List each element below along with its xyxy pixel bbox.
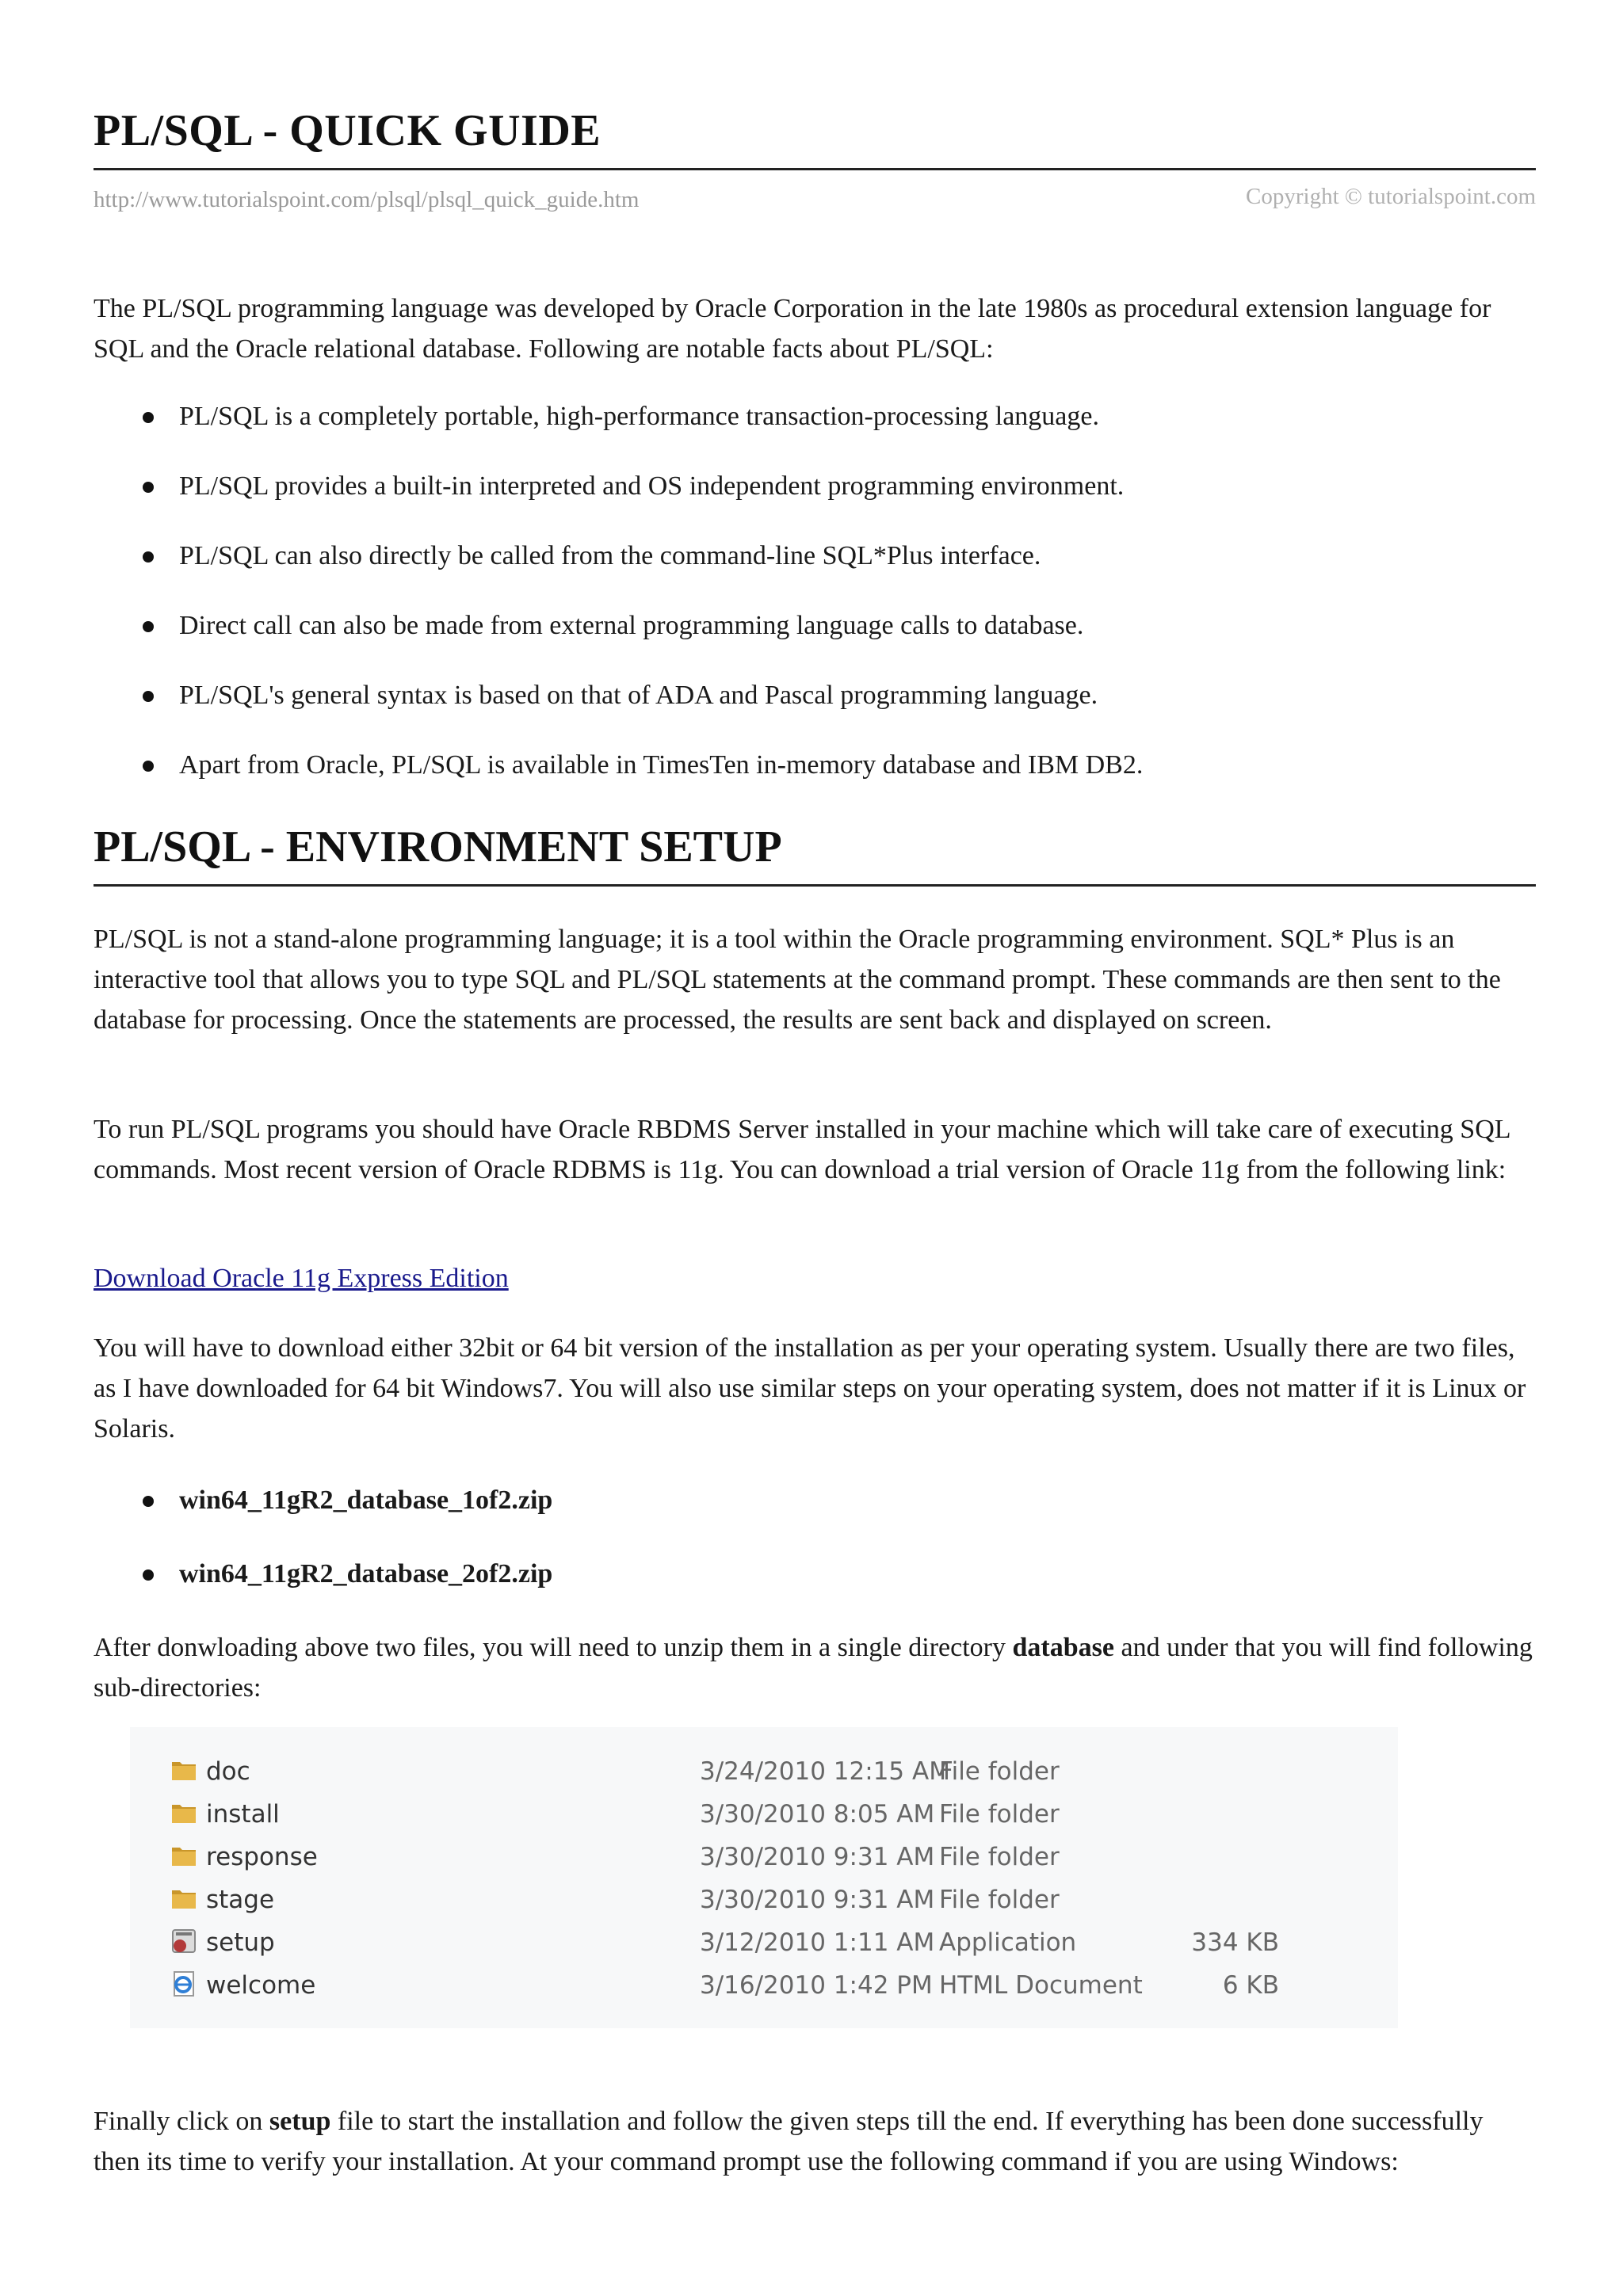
section-heading: PL/SQL - ENVIRONMENT SETUP bbox=[94, 822, 782, 871]
bullet-icon bbox=[143, 482, 154, 493]
list-item bbox=[94, 605, 1536, 646]
list-item-text: Apart from Oracle, PL/SQL is available in TimesTen in-memory database and IBM DB2. bbox=[179, 750, 1144, 780]
file-type: HTML Document bbox=[939, 1971, 1143, 2000]
bullet-icon bbox=[143, 1569, 154, 1581]
file-row bbox=[130, 1792, 1398, 1835]
env-paragraph-5 bbox=[94, 2101, 1536, 2182]
folder-icon bbox=[170, 1884, 198, 1913]
html-document-icon bbox=[170, 1970, 198, 1998]
file-row bbox=[130, 1749, 1398, 1792]
bullet-icon bbox=[143, 691, 154, 702]
file-date: 3/12/2010 1:11 AM bbox=[700, 1928, 935, 1957]
file-type: Application bbox=[939, 1928, 1077, 1957]
facts-list bbox=[94, 396, 1536, 785]
file-type: File folder bbox=[939, 1886, 1060, 1914]
file-name: welcome bbox=[206, 1971, 316, 2000]
folder-icon bbox=[170, 1841, 198, 1870]
file-name: stage bbox=[206, 1886, 275, 1914]
paragraph-text: and under that you will find following sub-directories: bbox=[94, 1633, 1533, 1703]
env-paragraph-3: You will have to download either 32bit or 64 bit version of the installation as per your operating system. Usually there are two files, as I have downloaded for 64 bit Windows7. You will also use similar steps on your operating system, does not matter if it is Linux or Solaris. bbox=[94, 1333, 1526, 1444]
list-item-text: PL/SQL can also directly be called from the command-line SQL*Plus interface. bbox=[179, 541, 1041, 570]
list-item bbox=[94, 745, 1536, 785]
list-item bbox=[94, 675, 1536, 715]
title-rule bbox=[94, 168, 1536, 170]
list-item-text: Direct call can also be made from external programming language calls to database. bbox=[179, 611, 1084, 640]
bullet-icon bbox=[143, 761, 154, 772]
emphasis-text: database bbox=[1012, 1633, 1114, 1662]
bullet-icon bbox=[143, 621, 154, 632]
zip-files-list bbox=[94, 1480, 1536, 1594]
file-date: 3/24/2010 12:15 AM bbox=[700, 1757, 950, 1786]
file-date: 3/16/2010 1:42 PM bbox=[700, 1971, 933, 2000]
list-item bbox=[94, 466, 1536, 506]
env-paragraph-1: PL/SQL is not a stand-alone programming language; it is a tool within the Oracle programming environment. SQL* Plus is an interactive tool that allows you to type SQL and PL/SQL statements at the command prompt. These commands are then sent to the database for processing. Once the statements are processed, the results are sent back and displayed on screen. bbox=[94, 925, 1501, 1035]
file-row bbox=[130, 1963, 1398, 2006]
paragraph-text: file to start the installation and follow the given steps till the end. If everything has been done successfully then its time to verify your installation. At your command prompt use the following command if you are using Windows: bbox=[94, 2107, 1484, 2176]
file-date: 3/30/2010 8:05 AM bbox=[700, 1800, 935, 1829]
env-paragraph-2: To run PL/SQL programs you should have Oracle RBDMS Server installed in your machine which will take care of executing SQL commands. Most recent version of Oracle RDBMS is 11g. You can download a trial version of Oracle 11g from the following link: bbox=[94, 1115, 1510, 1184]
file-row bbox=[130, 1835, 1398, 1878]
source-url: http://www.tutorialspoint.com/plsql/plsql_quick_guide.htm bbox=[94, 187, 640, 212]
section-rule bbox=[94, 884, 1536, 887]
file-row bbox=[130, 1878, 1398, 1920]
paragraph-text: Finally click on bbox=[94, 2107, 269, 2136]
emphasis-text: setup bbox=[269, 2107, 331, 2136]
list-item bbox=[94, 396, 1536, 437]
file-name: doc bbox=[206, 1757, 250, 1786]
page-title: PL/SQL - QUICK GUIDE bbox=[94, 106, 601, 155]
list-item bbox=[94, 1480, 1536, 1520]
file-name: install bbox=[206, 1800, 280, 1829]
download-link[interactable]: Download Oracle 11g Express Edition bbox=[94, 1264, 509, 1293]
list-item-text: PL/SQL's general syntax is based on that of ADA and Pascal programming language. bbox=[179, 681, 1098, 710]
file-type: File folder bbox=[939, 1757, 1060, 1786]
list-item-text: win64_11gR2_database_2of2.zip bbox=[179, 1559, 553, 1589]
bullet-icon bbox=[143, 1496, 154, 1507]
file-type: File folder bbox=[939, 1800, 1060, 1829]
file-name: response bbox=[206, 1843, 318, 1871]
file-name: setup bbox=[206, 1928, 275, 1957]
list-item bbox=[94, 536, 1536, 576]
file-explorer-screenshot bbox=[130, 1727, 1398, 2028]
env-paragraph-4 bbox=[94, 1627, 1536, 1708]
folder-icon bbox=[170, 1798, 198, 1827]
file-type: File folder bbox=[939, 1843, 1060, 1871]
application-icon bbox=[170, 1927, 198, 1955]
file-row bbox=[130, 1920, 1398, 1963]
folder-icon bbox=[170, 1756, 198, 1784]
intro-paragraph: The PL/SQL programming language was developed by Oracle Corporation in the late 1980s as procedural extension language for SQL and the Oracle relational database. Following are notable facts about PL/SQL: bbox=[94, 294, 1491, 364]
list-item-text: PL/SQL provides a built-in interpreted and OS independent programming environment. bbox=[179, 471, 1125, 501]
file-size: 334 KB bbox=[1191, 1928, 1279, 1957]
bullet-icon bbox=[143, 412, 154, 423]
file-date: 3/30/2010 9:31 AM bbox=[700, 1886, 935, 1914]
file-size: 6 KB bbox=[1222, 1971, 1279, 2000]
list-item-text: win64_11gR2_database_1of2.zip bbox=[179, 1486, 553, 1515]
list-item bbox=[94, 1554, 1536, 1594]
paragraph-text: After donwloading above two files, you will need to unzip them in a single directory bbox=[94, 1633, 1013, 1662]
bullet-icon bbox=[143, 551, 154, 563]
list-item-text: PL/SQL is a completely portable, high-performance transaction-processing language. bbox=[179, 402, 1099, 431]
copyright-notice: Copyright © tutorialspoint.com bbox=[1246, 184, 1536, 209]
file-date: 3/30/2010 9:31 AM bbox=[700, 1843, 935, 1871]
